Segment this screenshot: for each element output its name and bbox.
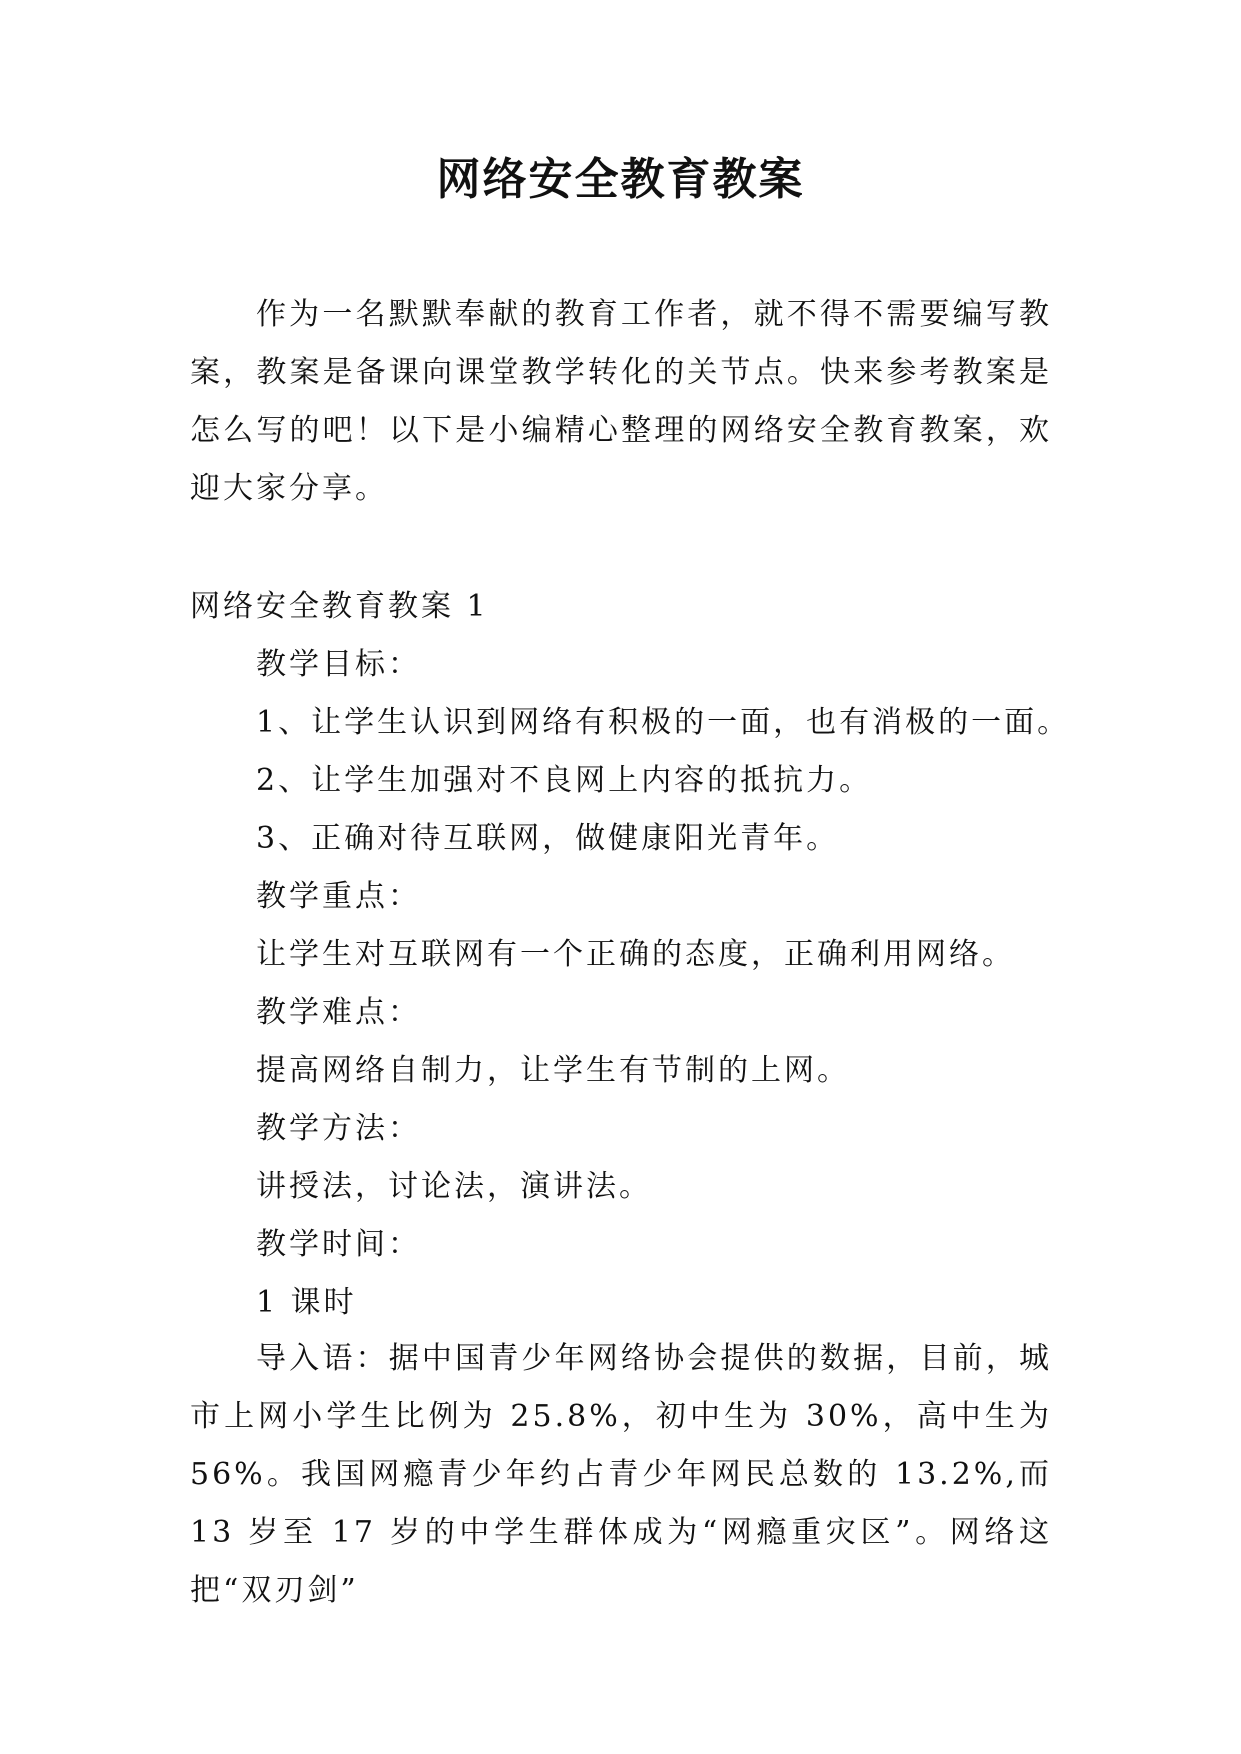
document-title: 网络安全教育教案 — [436, 154, 805, 205]
line-goal-2: 2、让学生加强对不良网上内容的抵抗力。 — [256, 763, 873, 798]
line-difficulties-heading: 教学难点： — [256, 995, 421, 1030]
line-methods-heading: 教学方法： — [256, 1111, 421, 1146]
line-key-points: 让学生对互联网有一个正确的态度，正确利用网络。 — [256, 937, 1015, 972]
line-time-heading: 教学时间： — [256, 1227, 421, 1262]
line-goal-1: 1、让学生认识到网络有积极的一面，也有消极的一面。 — [256, 705, 1071, 740]
line-teaching-goals-heading: 教学目标： — [256, 647, 421, 682]
lesson-plan-lines — [256, 636, 1136, 1332]
line-time: 1 课时 — [256, 1285, 357, 1320]
lead-in-paragraph: 导入语：据中国青少年网络协会提供的数据，目前，城市上网小学生比例为 25.8%，初中生为 30%，高中生为 56%。我国网瘾青少年约占青少年网民总数的 13.2%,而 13 岁至 17 岁的中学生群体成为“网瘾重灾区”。网络这把“双刃剑” — [190, 1341, 1052, 1608]
intro-paragraph: 作为一名默默奉献的教育工作者，就不得不需要编写教案，教案是备课向课堂教学转化的关节点。快来参考教案是怎么写的吧！以下是小编精心整理的网络安全教育教案，欢迎大家分享。 — [190, 297, 1052, 506]
section-heading: 网络安全教育教案 1 — [190, 589, 489, 624]
line-methods: 讲授法，讨论法，演讲法。 — [256, 1169, 652, 1204]
line-goal-3: 3、正确对待互联网，做健康阳光青年。 — [256, 821, 840, 856]
line-key-points-heading: 教学重点： — [256, 879, 421, 914]
line-difficulties: 提高网络自制力，让学生有节制的上网。 — [256, 1053, 850, 1088]
